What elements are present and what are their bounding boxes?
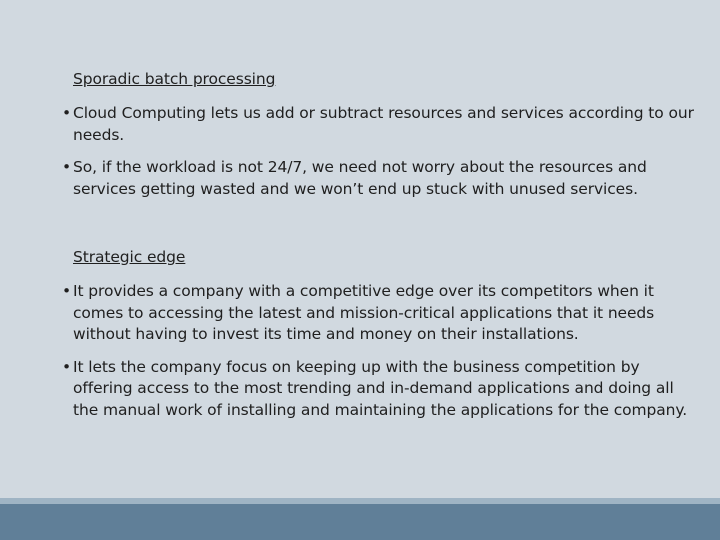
section-heading-sporadic-batch-processing: Sporadic batch processing (73, 70, 276, 88)
bullet-text: It provides a company with a competitive edge over its competitors when it comes to accessing the latest and mission-critical applications that it needs without having to invest its time and money on their installations. (73, 282, 655, 343)
bullet-marker: • (62, 282, 72, 300)
section-heading-strategic-edge: Strategic edge (73, 248, 186, 266)
bullet-item (62, 157, 702, 200)
bullet-text: So, if the workload is not 24/7, we need not worry about the resources and services getting wasted and we won’t end up stuck with unused services. (73, 158, 647, 198)
bullet-item (62, 281, 702, 346)
bullet-item (62, 357, 702, 422)
bullet-marker: • (62, 158, 72, 176)
section-spacer (62, 211, 702, 246)
bullet-item (62, 103, 702, 146)
slide-content (62, 68, 702, 432)
bullet-marker: • (62, 357, 72, 376)
footer-band (0, 504, 720, 540)
bullet-text: Cloud Computing lets us add or subtract resources and services according to our needs. (73, 104, 694, 144)
bullet-marker: • (62, 104, 72, 122)
bullet-text: It lets the company focus on keeping up with the business competition by offering access to the most trending and in-demand applications and doing all the manual work of installing and maintaining the applications for the company. (73, 357, 688, 419)
